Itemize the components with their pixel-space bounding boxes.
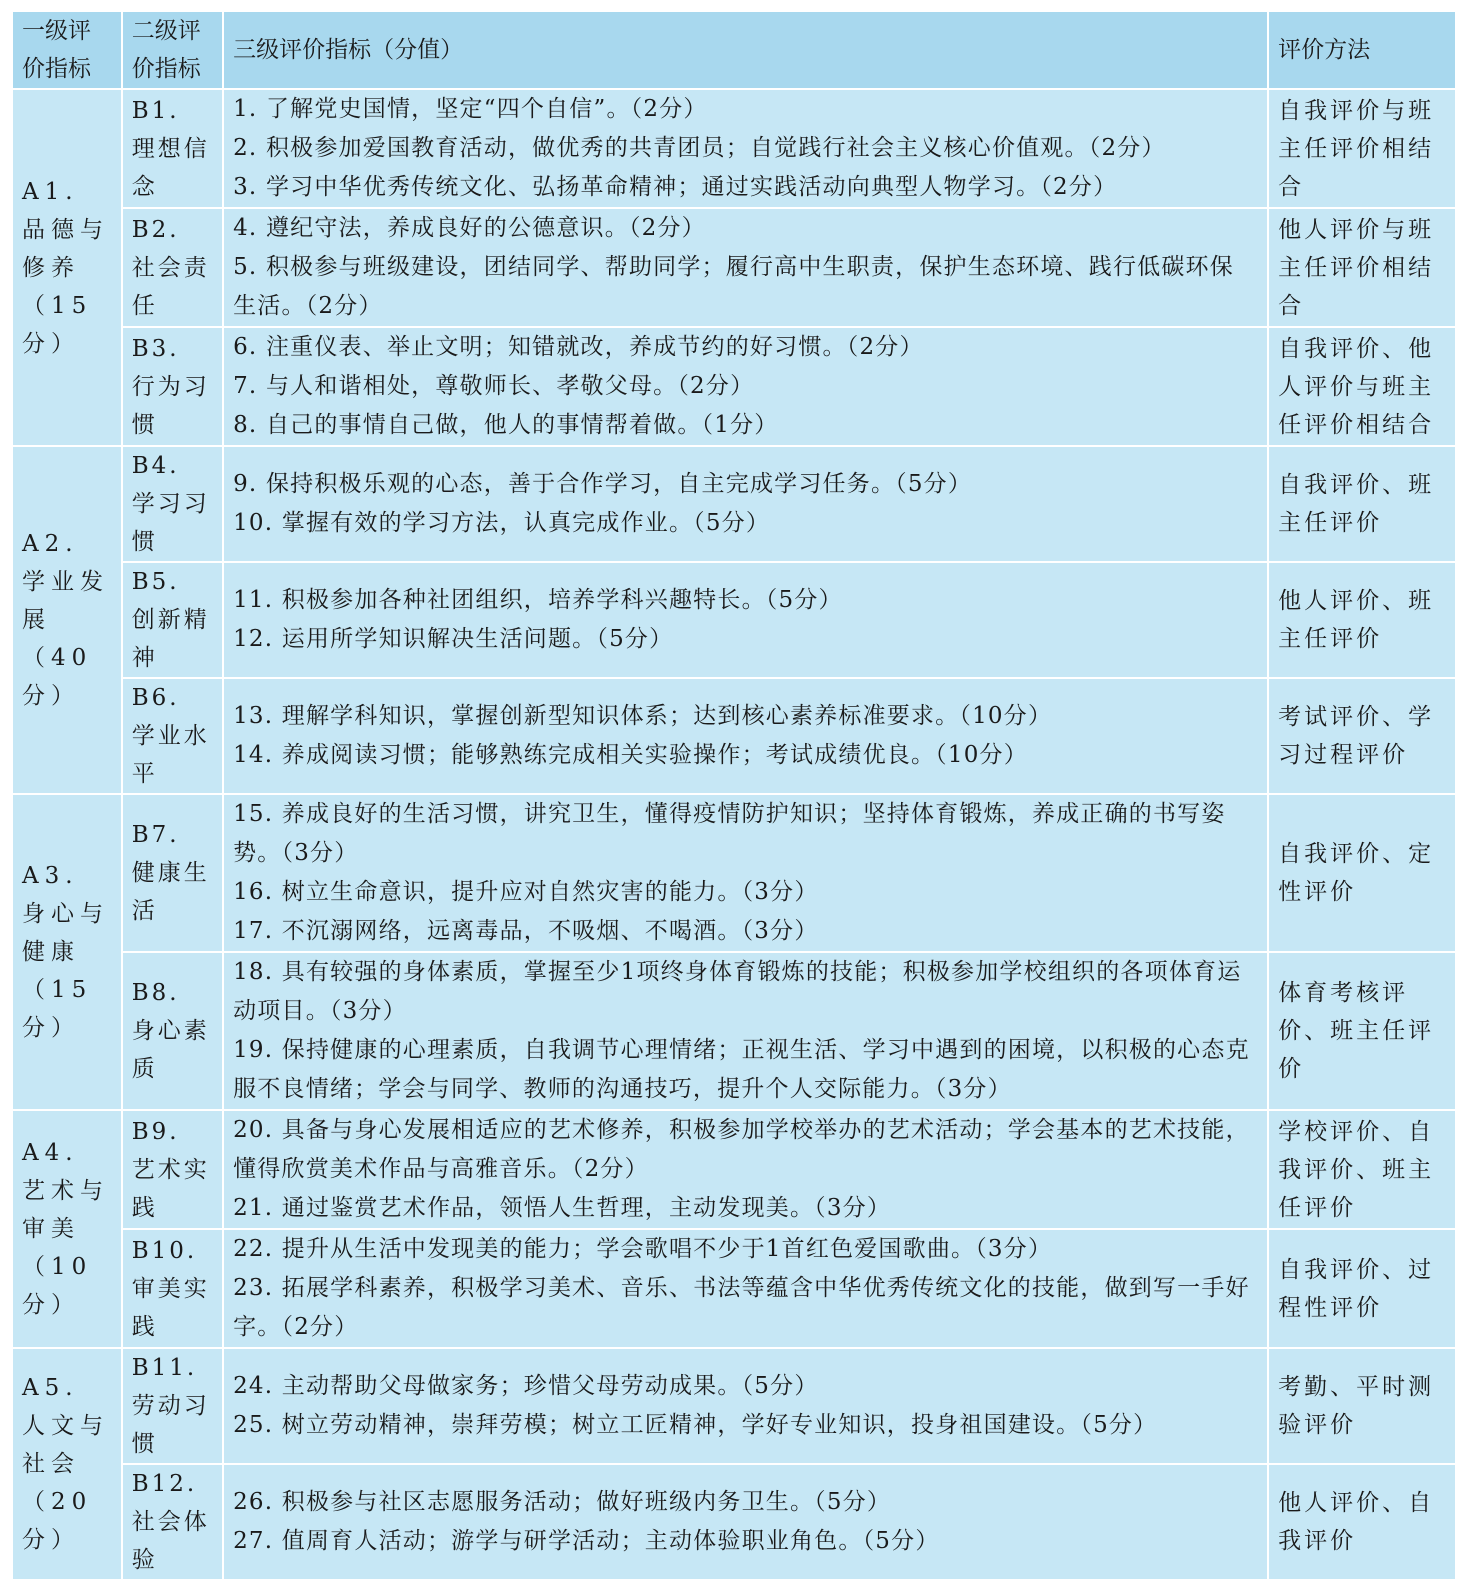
evaluation-method: 他人评价、自我评价 — [1268, 1464, 1456, 1580]
indicator-item: 16. 树立生命意识，提升应对自然灾害的能力。（3分） — [233, 879, 819, 905]
evaluation-method: 他人评价、班主任评价 — [1268, 562, 1456, 678]
indicator-item: 17. 不沉溺网络，远离毒品，不吸烟、不喝酒。（3分） — [233, 918, 819, 944]
indicator-item: 21. 通过鉴赏艺术作品，领悟人生哲理，主动发现美。（3分） — [233, 1195, 892, 1221]
level2-indicator: B9. 艺术实践 — [122, 1110, 223, 1229]
indicator-item: 25. 树立劳动精神，崇拜劳模；树立工匠精神，学好专业知识，投身祖国建设。（5分） — [233, 1412, 1158, 1438]
header-level1: 一级评价指标 — [12, 11, 122, 89]
indicator-item: 1. 了解党史国情，坚定“四个自信”。（2分） — [233, 96, 708, 122]
evaluation-method: 考勤、平时测验评价 — [1268, 1348, 1456, 1464]
table-row — [12, 952, 1456, 1110]
level3-indicators — [223, 1110, 1268, 1229]
level2-indicator: B1. 理想信念 — [122, 89, 223, 208]
level1-indicator: A2. 学业发展（40分） — [12, 446, 122, 794]
indicator-item: 8. 自己的事情自己做，他人的事情帮着做。（1分） — [233, 412, 779, 438]
table-row — [12, 208, 1456, 327]
level3-indicators — [223, 794, 1268, 952]
indicator-item: 15. 养成良好的生活习惯，讲究卫生，懂得疫情防护知识；坚持体育锻炼，养成正确的书写姿势。（3分） — [233, 801, 1226, 866]
level3-indicators — [223, 952, 1268, 1110]
table-row — [12, 446, 1456, 562]
level3-indicators — [223, 1464, 1268, 1580]
level2-indicator: B2. 社会责任 — [122, 208, 223, 327]
indicator-item: 13. 理解学科知识，掌握创新型知识体系；达到核心素养标准要求。（10分） — [233, 703, 1053, 729]
table-row — [12, 1348, 1456, 1464]
indicator-item: 23. 拓展学科素养，积极学习美术、音乐、书法等蕴含中华优秀传统文化的技能，做到写一手好字。（2分） — [233, 1275, 1250, 1340]
evaluation-method: 自我评价、过程性评价 — [1268, 1229, 1456, 1348]
evaluation-method: 自我评价、他人评价与班主任评价相结合 — [1268, 327, 1456, 446]
table-row — [12, 794, 1456, 952]
header-row — [12, 11, 1456, 89]
level3-indicators — [223, 208, 1268, 327]
level2-indicator: B8. 身心素质 — [122, 952, 223, 1110]
indicator-item: 22. 提升从生活中发现美的能力；学会歌唱不少于1首红色爱国歌曲。（3分） — [233, 1236, 1053, 1262]
indicator-item: 20. 具备与身心发展相适应的艺术修养，积极参加学校举办的艺术活动；学会基本的艺术技能，懂得欣赏美术作品与高雅音乐。（2分） — [233, 1117, 1250, 1182]
table-row — [12, 1110, 1456, 1229]
level3-indicators — [223, 327, 1268, 446]
header-level2: 二级评价指标 — [122, 11, 223, 89]
table-row — [12, 1464, 1456, 1580]
level2-indicator: B5. 创新精神 — [122, 562, 223, 678]
indicator-item: 26. 积极参与社区志愿服务活动；做好班级内务卫生。（5分） — [233, 1489, 892, 1515]
indicator-item: 14. 养成阅读习惯；能够熟练完成相关实验操作；考试成绩优良。（10分） — [233, 742, 1028, 768]
evaluation-method: 自我评价、班主任评价 — [1268, 446, 1456, 562]
indicator-item: 6. 注重仪表、举止文明；知错就改，养成节约的好习惯。（2分） — [233, 334, 924, 360]
indicator-item: 11. 积极参加各种社团组织，培养学科兴趣特长。（5分） — [233, 587, 843, 613]
indicator-item: 19. 保持健康的心理素质，自我调节心理情绪；正视生活、学习中遇到的困境，以积极的心态克服不良情绪；学会与同学、教师的沟通技巧，提升个人交际能力。（3分） — [233, 1037, 1250, 1102]
level3-indicators — [223, 562, 1268, 678]
indicator-item: 2. 积极参加爱国教育活动，做优秀的共青团员；自觉践行社会主义核心价值观。（2分） — [233, 135, 1166, 161]
evaluation-method: 考试评价、学习过程评价 — [1268, 678, 1456, 794]
level2-indicator: B4. 学习习惯 — [122, 446, 223, 562]
indicator-item: 7. 与人和谐相处，尊敬师长、孝敬父母。（2分） — [233, 373, 755, 399]
indicator-item: 5. 积极参与班级建设，团结同学、帮助同学；履行高中生职责，保护生态环境、践行低碳环保生活。（2分） — [233, 254, 1234, 319]
header-method: 评价方法 — [1268, 11, 1456, 89]
evaluation-method: 学校评价、自我评价、班主任评价 — [1268, 1110, 1456, 1229]
level3-indicators — [223, 1348, 1268, 1464]
level2-indicator: B11. 劳动习惯 — [122, 1348, 223, 1464]
header-level3: 三级评价指标（分值） — [223, 11, 1268, 89]
level3-indicators — [223, 678, 1268, 794]
table-row — [12, 562, 1456, 678]
indicator-item: 12. 运用所学知识解决生活问题。（5分） — [233, 626, 674, 652]
level3-indicators — [223, 446, 1268, 562]
indicator-item: 3. 学习中华优秀传统文化、弘扬革命精神；通过实践活动向典型人物学习。（2分） — [233, 174, 1118, 200]
level2-indicator: B6. 学业水平 — [122, 678, 223, 794]
level1-indicator: A5. 人文与社会（20分） — [12, 1348, 122, 1580]
level1-indicator: A4. 艺术与审美（10分） — [12, 1110, 122, 1348]
indicator-item: 27. 值周育人活动；游学与研学活动；主动体验职业角色。（5分） — [233, 1528, 940, 1554]
evaluation-method: 自我评价与班主任评价相结合 — [1268, 89, 1456, 208]
level2-indicator: B7. 健康生活 — [122, 794, 223, 952]
table-row — [12, 327, 1456, 446]
table-row — [12, 678, 1456, 794]
indicator-item: 9. 保持积极乐观的心态，善于合作学习，自主完成学习任务。（5分） — [233, 471, 973, 497]
evaluation-method: 他人评价与班主任评价相结合 — [1268, 208, 1456, 327]
level3-indicators — [223, 1229, 1268, 1348]
table-row — [12, 89, 1456, 208]
indicator-item: 18. 具有较强的身体素质，掌握至少1项终身体育锻炼的技能；积极参加学校组织的各项体育运动项目。（3分） — [233, 959, 1242, 1024]
indicator-item: 24. 主动帮助父母做家务；珍惜父母劳动成果。（5分） — [233, 1373, 819, 1399]
table-row — [12, 1229, 1456, 1348]
level3-indicators — [223, 89, 1268, 208]
indicator-item: 4. 遵纪守法，养成良好的公德意识。（2分） — [233, 215, 706, 241]
evaluation-table — [11, 10, 1457, 1581]
level1-indicator: A3. 身心与健康（15分） — [12, 794, 122, 1110]
level1-indicator: A1. 品德与修养（15分） — [12, 89, 122, 446]
level2-indicator: B3. 行为习惯 — [122, 327, 223, 446]
evaluation-method: 自我评价、定性评价 — [1268, 794, 1456, 952]
level2-indicator: B10. 审美实践 — [122, 1229, 223, 1348]
evaluation-method: 体育考核评价、班主任评价 — [1268, 952, 1456, 1110]
indicator-item: 10. 掌握有效的学习方法，认真完成作业。（5分） — [233, 510, 771, 536]
level2-indicator: B12. 社会体验 — [122, 1464, 223, 1580]
